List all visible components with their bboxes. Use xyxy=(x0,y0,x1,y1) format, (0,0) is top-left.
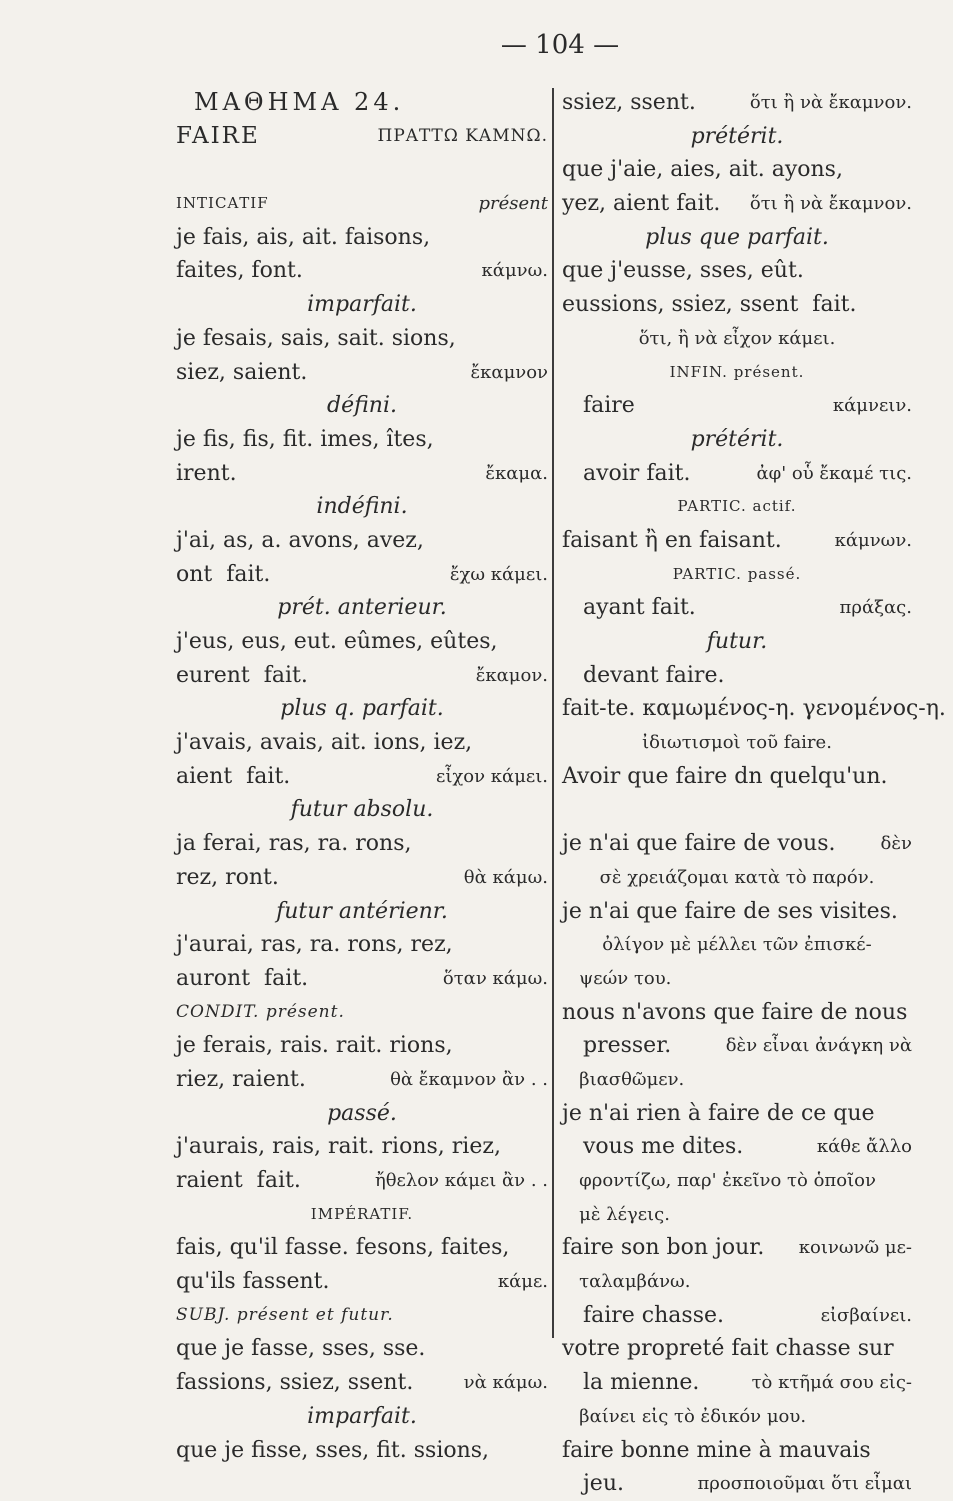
tense-heading: imparfait. xyxy=(307,292,417,318)
line-text: faisant ἢ en faisant. xyxy=(562,527,782,553)
line-text: je n'ai que faire de ses visites. xyxy=(562,898,898,924)
right-column-line xyxy=(562,1434,912,1468)
line-text: je n'ai rien à faire de ce que xyxy=(562,1100,875,1126)
line-text: ont fait. xyxy=(176,561,271,587)
tense-heading: IMPÉRATIF. xyxy=(310,1204,414,1223)
line-text: nous n'avons que faire de nous xyxy=(562,999,908,1025)
line-text: βαίνει εἰς τὸ ἐδικόν μου. xyxy=(562,1405,807,1427)
line-text: faire chasse. xyxy=(562,1302,725,1328)
line-text: fait-te. καμωμένος-η. γενομένος-η. xyxy=(562,696,946,722)
right-column-line xyxy=(562,120,912,154)
greek-translation: κοινωνῶ με- xyxy=(798,1237,912,1259)
tense-heading: indéfini. xyxy=(316,494,408,520)
right-column-line xyxy=(562,524,912,558)
left-column-line xyxy=(176,861,548,895)
greek-translation: εἶχον κάμει. xyxy=(436,765,548,787)
line-text: faire son bon jour. xyxy=(562,1235,765,1261)
left-column-line xyxy=(176,1400,548,1434)
left-column-line xyxy=(176,895,548,929)
right-column-line xyxy=(562,1265,912,1299)
lesson-title-line xyxy=(176,86,548,120)
right-column-line xyxy=(562,423,912,457)
line-text: j'ai, as, a. avons, avez, xyxy=(176,527,424,553)
left-column-line xyxy=(176,288,548,322)
line-text: aient fait. xyxy=(176,763,291,789)
right-column-line xyxy=(562,962,912,996)
line-text: ΙΝΤΙCΑΤΙF xyxy=(176,194,269,213)
right-column-line xyxy=(562,760,912,794)
line-text: riez, raient. xyxy=(176,1066,306,1092)
line-text: je ferais, rais. rait. rions, xyxy=(176,1033,453,1059)
greek-translation: ὅτι ἢ νὰ ἔκαμνον. xyxy=(749,193,912,215)
right-column-line xyxy=(562,221,912,255)
greek-translation: ἔχω κάμει. xyxy=(449,563,548,585)
left-column-line xyxy=(176,591,548,625)
line-text: siez, saient. xyxy=(176,359,308,385)
right-column-line xyxy=(562,322,912,356)
left-column-line xyxy=(176,1265,548,1299)
greek-translation: νὰ κάμω. xyxy=(463,1372,548,1394)
line-text: fassions, ssiez, ssent. xyxy=(176,1370,414,1396)
greek-translation: πράξας. xyxy=(839,597,912,619)
right-column-line xyxy=(562,288,912,322)
lesson-title: ΜΑΘΗΜΑ 24. xyxy=(194,88,405,116)
line-text: que j'aie, aies, ait. ayons, xyxy=(562,157,843,183)
right-column xyxy=(562,86,946,1501)
left-column-line xyxy=(176,322,548,356)
line-text: jeu. xyxy=(562,1471,624,1497)
right-column-line xyxy=(562,1198,912,1232)
line-text: je fesais, sais, sait. sions, xyxy=(176,325,456,351)
left-column-line xyxy=(176,1198,548,1232)
line-text: vous me dites. xyxy=(562,1134,744,1160)
left-column-line xyxy=(176,1299,548,1333)
tense-heading: plus que parfait. xyxy=(645,224,829,250)
right-column-line xyxy=(562,1164,912,1198)
right-column-line xyxy=(562,996,912,1030)
left-column-line xyxy=(176,254,548,288)
line-text: Avoir que faire dn quelqu'un. xyxy=(562,763,888,789)
left-column-line xyxy=(176,356,548,390)
right-column-line xyxy=(562,1130,912,1164)
right-column-line xyxy=(562,86,912,120)
left-column-line xyxy=(176,827,548,861)
left-column-line xyxy=(176,524,548,558)
lesson-header-line xyxy=(176,120,548,154)
greek-translation: κάμνειν. xyxy=(832,395,912,417)
left-column-line xyxy=(176,625,548,659)
right-column-line xyxy=(562,490,912,524)
line-text: CONDIT. présent. xyxy=(176,1001,345,1022)
left-column-line xyxy=(176,928,548,962)
line-text: que je fasse, sses, sse. xyxy=(176,1336,426,1362)
tense-heading: ὅτι, ἢ νὰ εἶχον κάμει. xyxy=(638,327,836,349)
line-text: φροντίζω, παρ' ἐκεῖνο τὸ ὁποῖον xyxy=(562,1170,876,1191)
left-column-line xyxy=(176,1434,548,1468)
right-column-line xyxy=(562,187,912,221)
tense-heading: prétérit. xyxy=(690,426,784,452)
greek-translation: ἀφ' οὗ ἔκαμέ τις. xyxy=(756,462,912,484)
line-text: ταλαμβάνω. xyxy=(562,1271,691,1293)
left-column-line xyxy=(176,389,548,423)
right-column-line xyxy=(562,1400,912,1434)
greek-translation: εἰσβαίνει. xyxy=(820,1304,912,1326)
left-column-line xyxy=(176,558,548,592)
line-text: faire bonne mine à mauvais xyxy=(562,1437,871,1463)
left-column-line xyxy=(176,962,548,996)
line-text: ssiez, ssent. xyxy=(562,90,696,115)
right-column-line xyxy=(562,1467,912,1501)
left-column-line xyxy=(176,793,548,827)
right-column-line xyxy=(562,1097,912,1131)
line-text: raient fait. xyxy=(176,1168,301,1193)
left-column-line xyxy=(176,996,548,1030)
column-divider xyxy=(552,88,554,1338)
right-column-line xyxy=(562,861,912,895)
line-text: βιασθῶμεν. xyxy=(562,1068,685,1090)
greek-translation: ἔκαμα. xyxy=(485,462,548,484)
line-text: ja ferai, ras, ra. rons, xyxy=(176,831,412,857)
left-column-line xyxy=(176,1063,548,1097)
left-column-line xyxy=(176,423,548,457)
line-text: yez, aient fait. xyxy=(562,191,721,217)
greek-translation: ἤθελον κάμει ἂν . . xyxy=(374,1170,548,1191)
verb-heading-greek: ΠΡΑΤΤΩ ΚΑΜΝΩ. xyxy=(377,125,548,146)
tense-heading: passé. xyxy=(327,1100,397,1126)
left-column-line xyxy=(176,1332,548,1366)
line-text: j'aurai, ras, ra. rons, rez, xyxy=(176,932,453,958)
greek-translation: κάθε ἄλλο xyxy=(816,1136,912,1158)
right-column-line xyxy=(562,827,912,861)
left-column-line xyxy=(176,490,548,524)
tense-heading: prétérit. xyxy=(690,123,784,149)
right-column-line xyxy=(562,457,912,491)
left-column-line xyxy=(176,1164,548,1198)
tense-heading: futur antérienr. xyxy=(276,898,448,924)
verb-heading: FAIRE xyxy=(176,122,260,149)
greek-translation: θὰ κάμω. xyxy=(463,866,548,888)
greek-translation: ἔκαμνον xyxy=(470,361,548,383)
line-text: faire xyxy=(562,393,635,419)
right-column-line xyxy=(562,895,912,929)
tense-heading: ὀλίγον μὲ μέλλει τῶν ἐπισκέ- xyxy=(602,934,872,956)
line-text: je n'ai que faire de vous. xyxy=(562,831,836,857)
left-column-line xyxy=(176,1366,548,1400)
right-column-line xyxy=(562,692,946,726)
line-text: fais, qu'il fasse. fesons, faites, xyxy=(176,1235,510,1261)
line-text: SUBJ. présent et futur. xyxy=(176,1304,394,1325)
line-text: presser. xyxy=(562,1033,672,1059)
line-text: que j'eusse, sses, eût. xyxy=(562,258,804,284)
tense-heading: plus q. parfait. xyxy=(280,696,444,722)
greek-translation: κάμνων. xyxy=(834,529,912,551)
greek-translation: τὸ κτῆμά σου εἰς- xyxy=(751,1372,912,1394)
left-column-line xyxy=(176,457,548,491)
line-text: j'aurais, rais, rait. rions, riez, xyxy=(176,1134,501,1160)
tense-heading: imparfait. xyxy=(307,1403,417,1429)
left-column-line xyxy=(176,760,548,794)
right-column-line xyxy=(562,1366,912,1400)
line-text: je fais, ais, ait. faisons, xyxy=(176,224,431,250)
right-column-line xyxy=(562,153,912,187)
line-text: que je fisse, sses, fit. ssions, xyxy=(176,1437,490,1463)
left-column-line xyxy=(176,1029,548,1063)
greek-translation: ὅταν κάμω. xyxy=(442,967,548,989)
left-column-line xyxy=(176,659,548,693)
right-column-line xyxy=(562,1332,912,1366)
tense-heading: ἰδιωτισμοὶ τοῦ faire. xyxy=(642,732,832,754)
right-column-line xyxy=(562,389,912,423)
tense-heading: futur. xyxy=(706,629,768,654)
greek-translation: ἔκαμον. xyxy=(475,664,548,686)
left-column-line xyxy=(176,1097,548,1131)
greek-translation: présent xyxy=(478,193,548,215)
right-column-line xyxy=(562,726,912,760)
greek-translation: κάμνω. xyxy=(481,260,548,282)
right-column-line xyxy=(562,591,912,625)
right-column-line xyxy=(562,254,912,288)
right-column-line xyxy=(562,659,912,693)
left-column-line xyxy=(176,187,548,221)
tense-heading: futur absolu. xyxy=(290,797,434,823)
greek-translation: κάμε. xyxy=(497,1271,548,1293)
line-text: μὲ λέγεις. xyxy=(562,1203,670,1225)
tense-heading: PARTIC. actif. xyxy=(677,497,797,516)
tense-heading: prét. anterieur. xyxy=(277,595,447,621)
right-column-line xyxy=(562,625,912,659)
line-text: ψεών του. xyxy=(562,967,672,989)
left-column-line xyxy=(176,221,548,255)
line-text: ayant fait. xyxy=(562,595,696,621)
page-number: — 104 — xyxy=(500,30,620,60)
left-conjugation-lines xyxy=(176,187,548,1467)
line-text: j'eus, eus, eut. eûmes, eûtes, xyxy=(176,629,498,654)
left-column-line xyxy=(176,1130,548,1164)
tense-heading: σὲ χρειάζομαι κατὰ τὸ παρόν. xyxy=(599,866,875,888)
greek-translation: δὲν xyxy=(880,833,912,855)
right-column-line xyxy=(562,1231,912,1265)
greek-translation: θὰ ἔκαμνον ἂν . . xyxy=(390,1068,548,1090)
line-text: eussions, ssiez, ssent fait. xyxy=(562,292,857,318)
tense-heading: défini. xyxy=(327,393,397,419)
line-text: devant faire. xyxy=(562,662,725,688)
left-column-line xyxy=(176,1231,548,1265)
right-column-line xyxy=(562,1063,912,1097)
line-text: j'avais, avais, ait. ions, iez, xyxy=(176,730,473,756)
right-column-line xyxy=(562,928,912,962)
line-text: rez, ront. xyxy=(176,864,279,890)
greek-translation: δὲν εἶναι ἀνάγκη νὰ xyxy=(725,1035,912,1057)
line-text: faites, font. xyxy=(176,258,303,284)
left-column-line xyxy=(176,692,548,726)
line-text: votre propreté fait chasse sur xyxy=(562,1336,894,1362)
line-text: auront fait. xyxy=(176,965,309,991)
tense-heading: PARTIC. passé. xyxy=(672,564,802,583)
left-column-line xyxy=(176,726,548,760)
right-column-line xyxy=(562,1299,912,1333)
right-column-line xyxy=(562,356,912,390)
greek-translation: προσποιοῦμαι ὅτι εἶμαι xyxy=(697,1473,912,1495)
line-text: irent. xyxy=(176,460,237,486)
greek-translation: ὅτι ἢ νὰ ἔκαμνον. xyxy=(749,92,912,113)
line-text: avoir fait. xyxy=(562,460,691,486)
right-conjugation-lines xyxy=(562,86,946,1501)
tense-heading: INFIN. présent. xyxy=(669,362,805,381)
line-text: qu'ils fassent. xyxy=(176,1269,330,1295)
right-column-line xyxy=(562,558,912,592)
right-column-line xyxy=(562,793,912,827)
line-text: la mienne. xyxy=(562,1370,700,1396)
line-text: je fis, fis, fit. imes, îtes, xyxy=(176,426,434,452)
right-column-line xyxy=(562,1029,912,1063)
left-column xyxy=(176,86,548,1467)
line-text: eurent fait. xyxy=(176,662,308,688)
